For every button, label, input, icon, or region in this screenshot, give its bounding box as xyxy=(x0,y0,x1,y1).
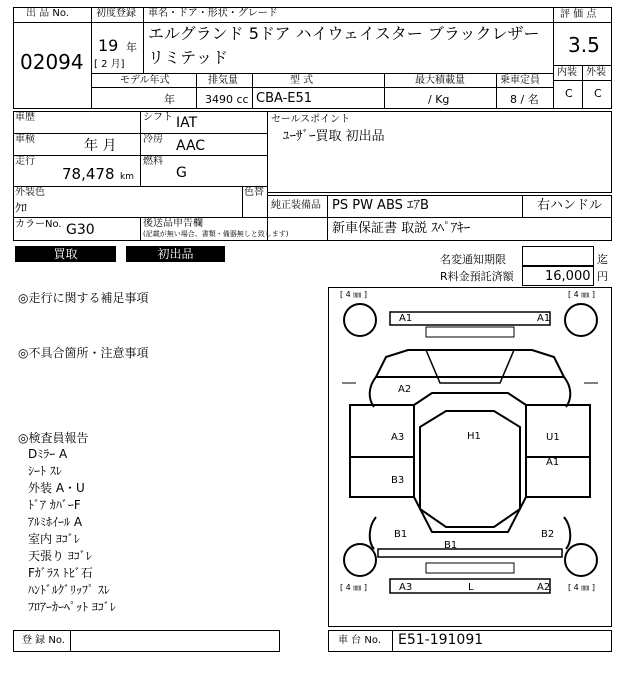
damage-mark: B1 xyxy=(394,529,408,540)
recycle-value: 16,000 xyxy=(545,269,591,284)
score-label: 評 価 点 xyxy=(560,9,597,20)
exterior-color-box xyxy=(13,186,268,218)
equipment-label: 純正装備品 xyxy=(271,200,321,211)
damage-mark: L xyxy=(468,582,474,593)
inspector-report-item: ﾌﾛｱｰｶｰﾍﾟｯﾄ ﾖｺﾞﾚ xyxy=(28,600,116,614)
recycle-label: R料金預託済額 xyxy=(440,270,514,283)
damage-mark: H1 xyxy=(467,431,481,442)
fuel-label: 燃料 xyxy=(143,156,163,167)
sales-point-value: ﾕｰｻﾞｰ買取 初出品 xyxy=(283,129,385,144)
mileage-value: 78,478 xyxy=(62,165,115,183)
damage-mark: A1 xyxy=(546,457,560,468)
score-value: 3.5 xyxy=(568,33,600,57)
post-declaration-note: (記載が無い場合、書類・備器無しと致します) xyxy=(143,230,289,238)
defect-remarks-title: ◎不具合箇所・注意事項 xyxy=(18,346,149,360)
chassis-no-value: E51-191091 xyxy=(398,632,484,648)
damage-mark: B2 xyxy=(541,529,555,540)
interior-score: C xyxy=(565,87,573,100)
tire-depth-rear-right: [ 4 ㎜ ] xyxy=(568,583,595,592)
exterior-label: 外装 xyxy=(586,67,606,78)
buyback-tag: 買取 xyxy=(15,246,116,262)
damage-mark: A3 xyxy=(391,432,405,443)
shift-label: シフト xyxy=(143,112,173,123)
recycle-unit: 円 xyxy=(597,270,608,283)
damage-mark: B3 xyxy=(391,475,405,486)
mileage-label: 走行 xyxy=(15,156,35,167)
handle-value: 右ハンドル xyxy=(537,198,603,213)
model-year-label: モデル年式 xyxy=(120,75,170,86)
tire-depth-front-left: [ 4 ㎜ ] xyxy=(340,290,367,299)
registration-no-label: 登 録 No. xyxy=(22,635,65,646)
model-year-unit: 年 xyxy=(164,93,175,106)
first-registration-year: 19 xyxy=(98,36,119,55)
first-listing-tag: 初出品 xyxy=(126,246,225,262)
inspection-label: 車検 xyxy=(15,134,35,145)
exterior-color-label: 外装色 xyxy=(15,187,45,198)
first-registration-label: 初度登録 xyxy=(96,8,136,19)
title-change-label: 名変通知期限 xyxy=(440,253,506,266)
inspector-report-item: ｼｰﾄ ｽﾚ xyxy=(28,464,62,478)
year-unit: 年 xyxy=(126,41,137,54)
tire-depth-rear-left: [ 4 ㎜ ] xyxy=(340,583,367,592)
equipment-value: PS PW ABS ｴｱB xyxy=(332,198,429,213)
damage-mark: A2 xyxy=(398,384,412,395)
color-no-value: G30 xyxy=(66,222,95,238)
color-change-label: 色替 xyxy=(244,187,264,198)
inspector-report-item: 天張り ﾖｺﾞﾚ xyxy=(28,549,92,563)
inspector-report-item: 外装 A・U xyxy=(28,481,85,495)
lot-label: 出 品 No. xyxy=(26,8,69,19)
max-load-value: / Kg xyxy=(428,93,450,106)
damage-mark: U1 xyxy=(546,432,560,443)
damage-mark: A1 xyxy=(537,313,551,324)
lot-number: 02094 xyxy=(20,50,84,74)
chassis-no-label: 車 台 No. xyxy=(338,635,381,646)
tire-depth-front-right: [ 4 ㎜ ] xyxy=(568,290,595,299)
exterior-score: C xyxy=(594,87,602,100)
sales-point-label: セールスポイント xyxy=(271,114,351,125)
mileage-unit: km xyxy=(120,172,134,182)
capacity-value: 8 / 名 xyxy=(510,93,539,106)
interior-label: 内装 xyxy=(557,67,577,78)
inspector-report-item: 室内 ﾖｺﾞﾚ xyxy=(28,532,80,546)
inspector-report-title: ◎検査員報告 xyxy=(18,431,89,445)
inspector-report-list xyxy=(28,448,116,618)
inspector-report-item: ﾄﾞｱ ｶﾊﾞｰF xyxy=(28,498,81,512)
car-name-line1: エルグランド 5ドア ハイウェイスター ブラックレザー xyxy=(148,24,540,43)
capacity-label: 乗車定員 xyxy=(500,75,540,86)
type-label: 型 式 xyxy=(290,75,314,86)
driving-remarks-title: ◎走行に関する補足事項 xyxy=(18,291,149,305)
damage-mark: A2 xyxy=(537,582,551,593)
exterior-color-value: ｸﾛ xyxy=(15,201,28,215)
displacement-value: 3490 cc xyxy=(205,93,249,106)
first-registration-month: [ 2 月] xyxy=(94,59,125,70)
post-declaration-label: 後送品申告欄 xyxy=(143,218,203,229)
history-label: 車歴 xyxy=(15,112,35,123)
fuel-value: G xyxy=(176,165,187,181)
damage-mark: B1 xyxy=(444,540,458,551)
title-change-box xyxy=(522,246,594,266)
inspection-value: 年 月 xyxy=(84,138,117,154)
inspector-report-item: ﾊﾝﾄﾞﾙｸﾞﾘｯﾌﾟ ｽﾚ xyxy=(28,583,110,597)
color-no-label: カラーNo. xyxy=(15,219,62,230)
ac-value: AAC xyxy=(176,138,206,154)
title-change-unit: 迄 xyxy=(597,253,608,266)
inspector-report-item: ｱﾙﾐﾎｲｰﾙ A xyxy=(28,515,83,529)
inspector-report-item: Dﾐﾗｰ A xyxy=(28,447,68,461)
type-value: CBA-E51 xyxy=(256,91,313,106)
inspector-report-item: Fｶﾞﾗｽ ﾄﾋﾞ石 xyxy=(28,566,93,580)
max-load-label: 最大積載量 xyxy=(415,75,465,86)
car-name-line2: リミテッド xyxy=(148,48,229,67)
shift-value: IAT xyxy=(176,115,198,131)
damage-diagram xyxy=(328,287,612,627)
displacement-label: 排気量 xyxy=(208,75,238,86)
car-name-label: 車名・ドア・形状・グレード xyxy=(148,8,278,19)
post-declaration-value: 新車保証書 取説 ｽﾍﾟｱｷｰ xyxy=(332,221,471,236)
damage-mark: A3 xyxy=(399,582,413,593)
ac-label: 冷房 xyxy=(143,134,163,145)
damage-mark: A1 xyxy=(399,313,413,324)
